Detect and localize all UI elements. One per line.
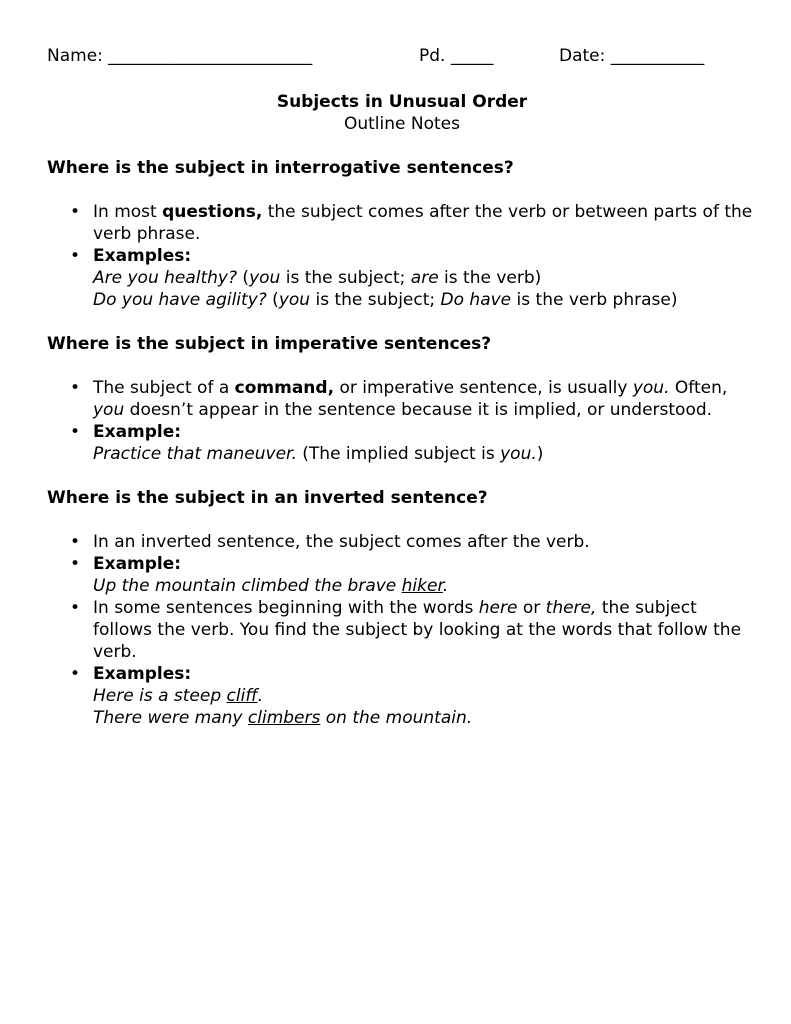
- italic-text: Here is a steep: [93, 686, 227, 706]
- text-run: doesn’t appear in the sentence because it is implied, or understood.: [124, 400, 713, 420]
- examples-heading: • Examples:: [93, 664, 192, 684]
- italic-text: here: [478, 598, 518, 618]
- text-run: is the verb): [438, 268, 542, 288]
- italic-text: Do have: [440, 290, 512, 310]
- italic-text: there,: [545, 598, 597, 618]
- name-field-label: Name: ________________________: [47, 46, 313, 66]
- underlined-subject: cliff: [226, 686, 258, 706]
- text-run: In most: [93, 202, 163, 222]
- example-sentence: [93, 267, 757, 289]
- italic-text: you: [93, 400, 125, 420]
- text-run: ): [536, 444, 544, 464]
- text-run: or: [517, 598, 546, 618]
- list-item: [93, 531, 757, 553]
- text-run: (: [266, 290, 279, 310]
- italic-text: .: [442, 576, 449, 596]
- text-run: Often,: [669, 378, 728, 398]
- italic-text: you.: [500, 444, 537, 464]
- italic-text: There were many: [93, 708, 248, 728]
- bold-term: questions,: [162, 202, 263, 222]
- student-info-header: [47, 45, 757, 71]
- italic-text: on the mountain.: [320, 708, 473, 728]
- example-heading: • Example:: [93, 554, 182, 574]
- bullet-list-inverted: [47, 531, 757, 729]
- italic-text: Are you healthy?: [93, 268, 238, 288]
- text-run: is the subject;: [280, 268, 411, 288]
- text-run: is the subject;: [310, 290, 441, 310]
- document-subtitle: Outline Notes: [343, 114, 460, 134]
- text-run: or imperative sentence, is usually: [334, 378, 633, 398]
- example-sentence: [93, 575, 757, 597]
- list-item: [93, 201, 757, 245]
- bold-term: command,: [234, 378, 335, 398]
- underlined-subject: climbers: [247, 708, 321, 728]
- underlined-subject: hiker: [401, 576, 443, 596]
- list-item: [93, 597, 757, 663]
- section-question-imperative: Where is the subject in imperative sentences?: [47, 334, 492, 354]
- example-sentence: [93, 443, 757, 465]
- examples-heading: • Examples:: [93, 246, 192, 266]
- section-question-interrogative: Where is the subject in interrogative sentences?: [47, 158, 514, 178]
- list-item: [93, 245, 757, 311]
- text-run: In some sentences beginning with the words: [93, 598, 479, 618]
- bullet-list-imperative: [47, 377, 757, 465]
- example-sentence: [93, 289, 757, 311]
- italic-text: Up the mountain climbed the brave: [93, 576, 402, 596]
- italic-text: Do you have agility?: [93, 290, 267, 310]
- period-field-label: Pd. _____: [419, 46, 494, 66]
- italic-text: you: [278, 290, 311, 310]
- list-item: [93, 553, 757, 597]
- text-run: (The implied subject is: [296, 444, 501, 464]
- example-sentence: [93, 685, 757, 707]
- text-run: is the verb phrase): [511, 290, 678, 310]
- bullet-list-interrogative: [47, 201, 757, 311]
- text-run: the subject comes after the verb or between parts of the verb phrase.: [93, 202, 753, 244]
- italic-text: Practice that maneuver.: [93, 444, 297, 464]
- list-item: [93, 421, 757, 465]
- section-question-inverted: Where is the subject in an inverted sentence?: [47, 488, 488, 508]
- document-title: Subjects in Unusual Order: [276, 92, 528, 112]
- example-heading: • Example:: [93, 422, 182, 442]
- text-run: In an inverted sentence, the subject comes after the verb.: [93, 532, 590, 552]
- text-run: the subject follows the verb. You find the subject by looking at the words that follow the verb.: [93, 598, 742, 662]
- list-item: [93, 663, 757, 729]
- italic-text: are: [410, 268, 439, 288]
- worksheet-page: [47, 45, 757, 729]
- example-sentence: [93, 707, 757, 729]
- text-run: The subject of a: [93, 378, 235, 398]
- italic-text: .: [257, 686, 264, 706]
- date-field-label: Date: ___________: [559, 46, 705, 66]
- italic-text: you.: [632, 378, 670, 398]
- italic-text: you: [249, 268, 281, 288]
- list-item: [93, 377, 757, 421]
- text-run: (: [237, 268, 250, 288]
